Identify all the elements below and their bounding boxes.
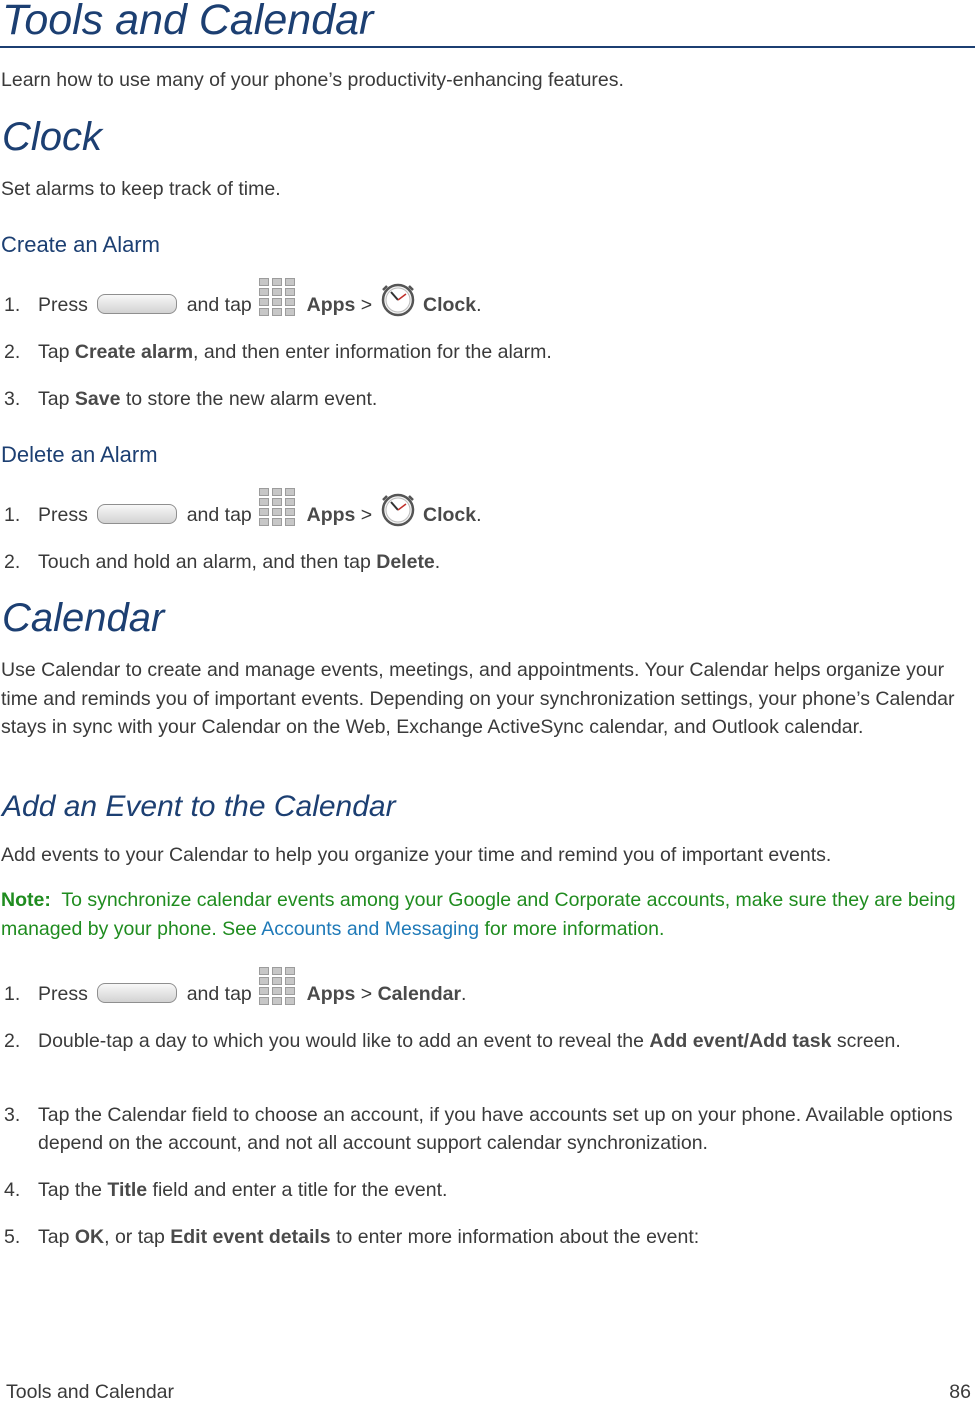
step-text: Tap [38, 1226, 70, 1248]
apps-label: Apps [306, 983, 356, 1005]
step-text: field and enter a title for the event. [152, 1179, 448, 1201]
step-text: screen. [836, 1030, 901, 1052]
step-text: , and then enter information for the alarm. [193, 341, 552, 363]
clock-icon [380, 281, 416, 317]
step-number: 3. [4, 388, 21, 410]
step-number: 3. [4, 1104, 21, 1126]
step-number: 2. [4, 1030, 21, 1052]
calendar-label: Calendar [377, 983, 462, 1005]
step-bold: Edit event details [170, 1226, 331, 1248]
clock-label: Clock [423, 294, 477, 316]
clock-label: Clock [423, 504, 477, 526]
accounts-link[interactable]: Accounts and Messaging [261, 918, 480, 940]
step-number: 4. [4, 1179, 21, 1201]
add-event-desc: Add events to your Calendar to help you organize your time and remind you of important events. [1, 844, 832, 866]
clock-icon [380, 491, 416, 527]
step-text: Touch and hold an alarm, and then tap [38, 551, 371, 573]
clock-desc: Set alarms to keep track of time. [1, 178, 281, 200]
step-text: and tap [186, 504, 252, 526]
step-text: Double-tap a day to which you would like to add an event to reveal the [38, 1030, 644, 1052]
step-text: . [476, 504, 482, 526]
step-text: and tap [186, 294, 252, 316]
step-text: Press [38, 294, 88, 316]
note-label: Note: [1, 889, 51, 911]
page-title: Tools and Calendar [2, 0, 374, 44]
step-text: to store the new alarm event. [125, 388, 378, 410]
home-button-icon [97, 983, 177, 1003]
calendar-heading: Calendar [2, 596, 165, 640]
step-bold: Delete [376, 551, 435, 573]
create-alarm-heading: Create an Alarm [1, 232, 160, 257]
intro-text: Learn how to use many of your phone’s productivity-enhancing features. [1, 69, 624, 91]
delete-alarm-heading: Delete an Alarm [1, 442, 158, 467]
apps-grid-icon [259, 278, 299, 318]
step-bold: Title [107, 1179, 148, 1201]
step-number: 5. [4, 1226, 21, 1248]
calendar-desc: Use Calendar to create and manage events, meetings, and appointments. Your Calendar helps organize your time and reminds you of important events. Depending on your synchronization settings, your phone’s Calendar stays in sync with your Calendar on the Web, Exchange ActiveSync calendar, and Outlook calendar. [1, 659, 955, 738]
apps-grid-icon [259, 488, 299, 528]
step-number: 1. [4, 294, 21, 316]
apps-label: Apps [306, 294, 356, 316]
step-text: Tap the Calendar field to choose an account, if you have accounts set up on your phone. Available options depend on the account, and not all account support calendar synchronization. [38, 1104, 953, 1154]
clock-heading: Clock [2, 115, 103, 159]
note-text [1, 886, 973, 944]
apps-label: Apps [306, 504, 356, 526]
step-number: 2. [4, 341, 21, 363]
step-text: and tap [186, 983, 252, 1005]
step-bold: Add event/Add task [649, 1030, 832, 1052]
step-text: . [434, 551, 441, 573]
step-text: to enter more information about the event: [336, 1226, 700, 1248]
step-text: Press [38, 504, 88, 526]
step-text: , or tap [104, 1226, 165, 1248]
step-bold: Save [74, 388, 121, 410]
separator: > [360, 294, 373, 316]
step-number: 2. [4, 551, 21, 573]
step-bold: OK [74, 1226, 105, 1248]
separator: > [360, 983, 373, 1005]
step-number: 1. [4, 504, 21, 526]
step-text: Tap [38, 388, 70, 410]
home-button-icon [97, 294, 177, 314]
page-number: 86 [949, 1381, 971, 1403]
note-body: for more information. [484, 918, 665, 940]
step-text: Tap [38, 341, 70, 363]
step-number: 1. [4, 983, 21, 1005]
footer-section: Tools and Calendar [6, 1381, 175, 1403]
step-text: Press [38, 983, 88, 1005]
add-event-heading: Add an Event to the Calendar [2, 790, 396, 823]
step-text: . [476, 294, 482, 316]
separator: > [360, 504, 373, 526]
apps-grid-icon [259, 967, 299, 1007]
step-text: Tap the [38, 1179, 102, 1201]
step-bold: Create alarm [74, 341, 194, 363]
step-text: . [461, 983, 467, 1005]
title-rule [0, 46, 975, 48]
note-body: To synchronize calendar events among your Google and Corporate accounts, make sure they are being managed by your phone. See [1, 889, 956, 940]
home-button-icon [97, 504, 177, 524]
